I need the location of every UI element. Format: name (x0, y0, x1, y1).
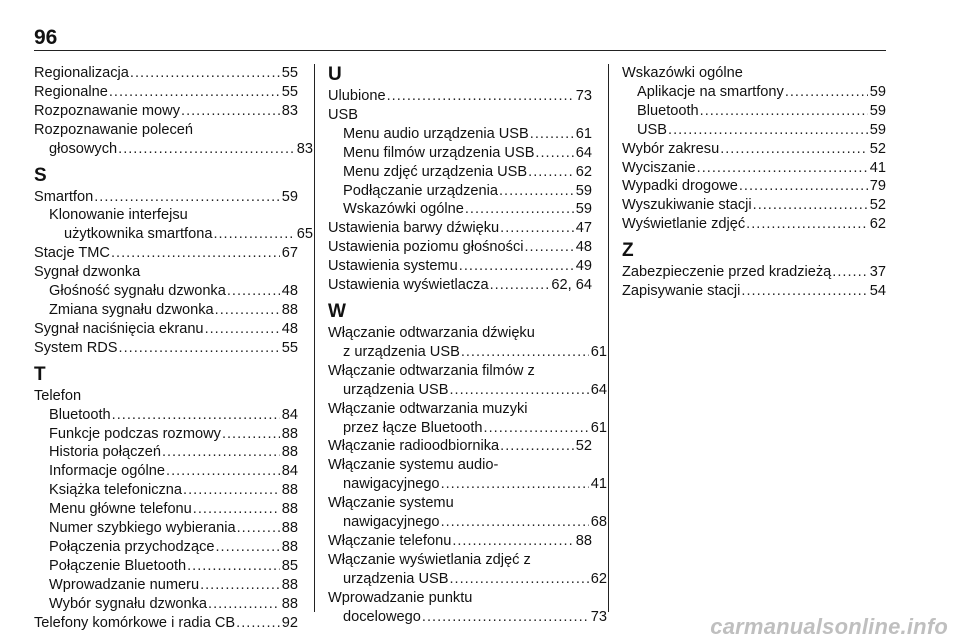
page-reference: 55 (281, 339, 298, 356)
page-reference: 88 (281, 301, 298, 318)
index-entry[interactable] (328, 324, 607, 362)
page-reference: 61 (590, 419, 607, 436)
page-reference: 55 (281, 83, 298, 100)
dot-leader (215, 301, 280, 320)
entry-text: Menu zdjęć urządzenia USB (343, 163, 528, 180)
entry-text: Numer szybkiego wybierania (49, 520, 236, 537)
entry-text: Menu główne telefonu (49, 501, 192, 518)
dot-leader (213, 225, 294, 244)
page-reference: 61 (575, 125, 592, 142)
page-reference: 61 (590, 343, 607, 360)
entry-text: Bluetooth (49, 406, 111, 423)
index-entry[interactable] (328, 532, 592, 551)
index-entry[interactable] (34, 614, 298, 633)
dot-leader (205, 320, 280, 339)
entry-text: USB (328, 106, 359, 123)
index-entry[interactable] (34, 83, 298, 102)
page-reference: 47 (575, 220, 592, 237)
entry-text: Włączanie telefonu (328, 532, 452, 549)
index-letter-heading: Z (622, 240, 634, 262)
index-entry[interactable] (328, 238, 592, 257)
page-reference: 92 (281, 614, 298, 631)
index-entry[interactable] (328, 219, 592, 238)
watermark: carmanualsonline.info (710, 614, 948, 639)
index-entry[interactable] (328, 437, 592, 456)
page-reference: 88 (281, 444, 298, 461)
index-subentry[interactable] (34, 538, 298, 557)
dot-leader (118, 140, 295, 159)
index-entry[interactable] (328, 87, 592, 106)
dot-leader (187, 557, 280, 576)
dot-leader (741, 282, 867, 301)
index-entry[interactable] (622, 177, 886, 196)
page-reference: 59 (869, 102, 886, 119)
index-subentry[interactable] (34, 519, 298, 538)
page-reference: 59 (575, 201, 592, 218)
entry-text: Rozpoznawanie poleceń (34, 121, 194, 138)
dot-leader (422, 608, 589, 627)
index-entry[interactable] (622, 140, 886, 159)
entry-text: Włączanie wyświetlania zdjęć z (328, 551, 531, 568)
page-reference: 59 (869, 83, 886, 100)
index-column-1 (34, 64, 313, 632)
entry-text: Wyświetlanie zdjęć (622, 216, 746, 233)
page-reference: 65 (296, 226, 313, 243)
index-entry[interactable] (34, 188, 298, 207)
dot-leader (449, 570, 588, 589)
entry-text: Włączanie radioodbiornika (328, 438, 500, 455)
index-subentry[interactable] (34, 557, 298, 576)
index-letter-heading: W (328, 300, 346, 322)
dot-leader (208, 595, 280, 614)
page-reference: 48 (281, 320, 298, 337)
page-reference: 88 (281, 425, 298, 442)
index-subentry[interactable] (34, 500, 298, 519)
dot-leader (441, 513, 589, 532)
dot-leader (216, 538, 280, 557)
index-subentry[interactable] (34, 206, 313, 244)
page-reference: 73 (590, 608, 607, 625)
entry-text: Sygnał naciśnięcia ekranu (34, 320, 204, 337)
entry-text: Wybór sygnału dzwonka (49, 595, 208, 612)
entry-text: Ustawienia poziomu głośności (328, 239, 524, 256)
entry-text: Rozpoznawanie mowy (34, 102, 181, 119)
page-reference: 88 (281, 595, 298, 612)
dot-leader (112, 406, 280, 425)
dot-leader (746, 215, 868, 234)
entry-text: z urządzenia USB (343, 343, 460, 360)
page-reference: 88 (281, 538, 298, 555)
dot-leader (387, 87, 574, 106)
index-entry[interactable] (622, 282, 886, 301)
dot-leader (166, 462, 280, 481)
index-subentry[interactable] (328, 125, 592, 144)
page-reference: 54 (869, 283, 886, 300)
dot-leader (499, 182, 574, 201)
page-reference: 41 (590, 476, 607, 493)
page-reference: 88 (575, 532, 592, 549)
page-reference: 59 (869, 121, 886, 138)
dot-leader (461, 343, 589, 362)
page-reference: 59 (281, 188, 298, 205)
dot-leader (183, 481, 280, 500)
page-reference: 62 (590, 570, 607, 587)
entry-text: Wyszukiwanie stacji (622, 197, 752, 214)
index-subentry[interactable] (328, 144, 592, 163)
entry-text: Książka telefoniczna (49, 482, 183, 499)
page-reference: 52 (575, 438, 592, 455)
entry-text: Włączanie odtwarzania dźwięku (328, 324, 535, 341)
entry-text: Aplikacje na smartfony (637, 83, 784, 100)
index-subentry[interactable] (34, 301, 298, 320)
index-entry[interactable] (328, 257, 592, 276)
entry-text: Ulubione (328, 88, 386, 104)
entry-text: nawigacyjnego (343, 476, 440, 493)
entry-text: Menu filmów urządzenia USB (343, 144, 535, 161)
entry-text: Włączanie odtwarzania muzyki (328, 400, 528, 417)
page-reference: 37 (869, 264, 886, 281)
page-reference: 88 (281, 501, 298, 518)
index-entry[interactable] (34, 64, 298, 83)
index-entry[interactable] (328, 362, 607, 400)
dot-leader (236, 614, 280, 633)
index-letter-heading: U (328, 64, 342, 85)
entry-text: Bluetooth (637, 102, 699, 119)
index-entry[interactable] (34, 102, 298, 121)
entry-text: Menu audio urządzenia USB (343, 125, 529, 142)
index-subentry[interactable] (34, 443, 298, 462)
index-entry[interactable] (34, 121, 313, 159)
entry-text: nawigacyjnego (343, 514, 440, 531)
entry-text: Wyciszanie (622, 159, 696, 176)
entry-text: Telefon (34, 387, 82, 404)
entry-text: Ustawienia barwy dźwięku (328, 220, 500, 237)
index-entry[interactable] (622, 196, 886, 215)
index-entry[interactable] (34, 244, 298, 263)
page-reference: 64 (575, 144, 592, 161)
page-reference: 88 (281, 576, 298, 593)
page-reference: 52 (869, 140, 886, 157)
dot-leader (490, 276, 550, 295)
page-reference: 79 (869, 178, 886, 195)
index-letter-heading: S (34, 164, 47, 186)
page-reference: 67 (281, 245, 298, 262)
entry-text: Połączenia przychodzące (49, 538, 215, 555)
entry-text: Zmiana sygnału dzwonka (49, 301, 214, 318)
page-reference: 52 (869, 197, 886, 214)
entry-text: docelowego (343, 608, 421, 625)
entry-text: Regionalne (34, 83, 108, 100)
index-subentry[interactable] (34, 481, 298, 500)
index-subentry[interactable] (622, 83, 886, 102)
dot-leader (535, 144, 573, 163)
page-reference: 49 (575, 258, 592, 275)
entry-text: Wskazówki ogólne (622, 65, 743, 81)
entry-text: Informacje ogólne (49, 463, 166, 480)
entry-text: Smartfon (34, 188, 94, 205)
entry-text: przez łącze Bluetooth (343, 419, 483, 436)
index-subentry[interactable] (622, 121, 886, 140)
entry-text: Połączenie Bluetooth (49, 557, 187, 574)
index-subentry[interactable] (622, 102, 886, 121)
dot-leader (465, 200, 574, 219)
dot-leader (449, 381, 588, 400)
index-subentry[interactable] (34, 595, 298, 614)
entry-text: Włączanie systemu audio- (328, 457, 499, 474)
page-reference: 85 (281, 557, 298, 574)
page-reference: 48 (575, 239, 592, 256)
index-entry[interactable] (34, 339, 298, 358)
page-reference: 83 (296, 140, 313, 157)
entry-text: Historia połączeń (49, 444, 161, 461)
dot-leader (200, 576, 280, 595)
entry-text: urządzenia USB (343, 381, 449, 398)
entry-text: Ustawienia systemu (328, 258, 458, 275)
page-reference: 62, 64 (551, 277, 592, 294)
page-reference: 64 (590, 381, 607, 398)
dot-leader (697, 159, 868, 178)
index-entry[interactable] (328, 456, 607, 494)
dot-leader (181, 102, 280, 121)
page-reference: 83 (281, 102, 298, 119)
dot-leader (484, 419, 589, 438)
index-entry[interactable] (622, 215, 886, 234)
index-entry[interactable] (622, 64, 886, 83)
index-entry[interactable] (328, 551, 607, 589)
page-reference: 88 (281, 482, 298, 499)
page-reference: 62 (575, 163, 592, 180)
header-rule (34, 50, 886, 51)
entry-text: System RDS (34, 339, 118, 356)
dot-leader (193, 500, 280, 519)
dot-leader (528, 163, 574, 182)
entry-text: Włączanie odtwarzania filmów z (328, 362, 535, 379)
index-column-3 (622, 64, 886, 301)
entry-text: Zapisywanie stacji (622, 283, 741, 300)
index-subentry[interactable] (34, 406, 298, 425)
entry-text: Klonowanie interfejsu (49, 207, 188, 224)
entry-text: Zabezpieczenie przed kradzieżą (622, 264, 832, 281)
page-reference: 73 (575, 88, 592, 104)
dot-leader (720, 140, 868, 159)
entry-text: USB (637, 121, 668, 138)
entry-text: Wprowadzanie punktu (328, 589, 473, 606)
page-reference: 88 (281, 520, 298, 537)
dot-leader (222, 425, 280, 444)
dot-leader (668, 121, 868, 140)
page-reference: 59 (575, 182, 592, 199)
index-entry[interactable] (328, 494, 607, 532)
entry-text: Wprowadzanie numeru (49, 576, 200, 593)
entry-text: Ustawienia wyświetlacza (328, 277, 489, 294)
entry-text: użytkownika smartfona (64, 226, 213, 243)
entry-text: Głośność sygnału dzwonka (49, 283, 226, 300)
page-reference: 84 (281, 463, 298, 480)
index-entry[interactable] (328, 400, 607, 438)
dot-leader (130, 64, 280, 83)
dot-leader (94, 188, 280, 207)
index-subentry[interactable] (328, 200, 592, 219)
index-subentry[interactable] (34, 576, 298, 595)
dot-leader (525, 238, 574, 257)
index-letter-heading: T (34, 363, 46, 385)
entry-text: urządzenia USB (343, 570, 449, 587)
column-divider (314, 64, 315, 612)
page-number: 96 (34, 26, 58, 49)
entry-text: Sygnał dzwonka (34, 264, 141, 281)
index-entry[interactable] (34, 263, 298, 282)
entry-text: Wybór zakresu (622, 140, 720, 157)
dot-leader (700, 102, 868, 121)
index-entry[interactable] (34, 387, 298, 406)
index-subentry[interactable] (328, 182, 592, 201)
dot-leader (227, 282, 280, 301)
entry-text: Stacje TMC (34, 245, 110, 262)
index-subentry[interactable] (328, 163, 592, 182)
index-column-2 (328, 64, 607, 626)
entry-text: Podłączanie urządzenia (343, 182, 498, 199)
index-entry[interactable] (622, 159, 886, 178)
page-reference: 55 (281, 65, 298, 81)
dot-leader (237, 519, 280, 538)
index-subentry[interactable] (34, 462, 298, 481)
entry-text: Telefony komórkowe i radia CB (34, 614, 236, 631)
dot-leader (111, 244, 280, 263)
dot-leader (785, 83, 868, 102)
dot-leader (119, 339, 280, 358)
entry-text: głosowych (49, 140, 118, 157)
page-reference: 68 (590, 514, 607, 531)
entry-text: Wskazówki ogólne (343, 201, 464, 218)
index-entry[interactable] (328, 276, 592, 295)
dot-leader (832, 263, 867, 282)
entry-text: Włączanie systemu (328, 495, 454, 512)
column-divider (608, 64, 609, 612)
index-entry[interactable] (328, 589, 607, 627)
index-entry[interactable] (328, 106, 592, 125)
index-entry[interactable] (34, 320, 298, 339)
page-reference: 48 (281, 283, 298, 300)
dot-leader (500, 437, 574, 456)
dot-leader (109, 83, 280, 102)
dot-leader (753, 196, 868, 215)
dot-leader (441, 475, 589, 494)
dot-leader (162, 443, 280, 462)
dot-leader (452, 532, 573, 551)
index-subentry[interactable] (34, 282, 298, 301)
dot-leader (739, 177, 868, 196)
dot-leader (459, 257, 574, 276)
entry-text: Funkcje podczas rozmowy (49, 425, 221, 442)
index-subentry[interactable] (34, 425, 298, 444)
entry-text: Wypadki drogowe (622, 178, 738, 195)
entry-text: Regionalizacja (34, 65, 129, 81)
dot-leader (530, 125, 574, 144)
page-reference: 84 (281, 406, 298, 423)
page-reference: 62 (869, 216, 886, 233)
index-entry[interactable] (622, 263, 886, 282)
page-reference: 41 (869, 159, 886, 176)
dot-leader (500, 219, 574, 238)
